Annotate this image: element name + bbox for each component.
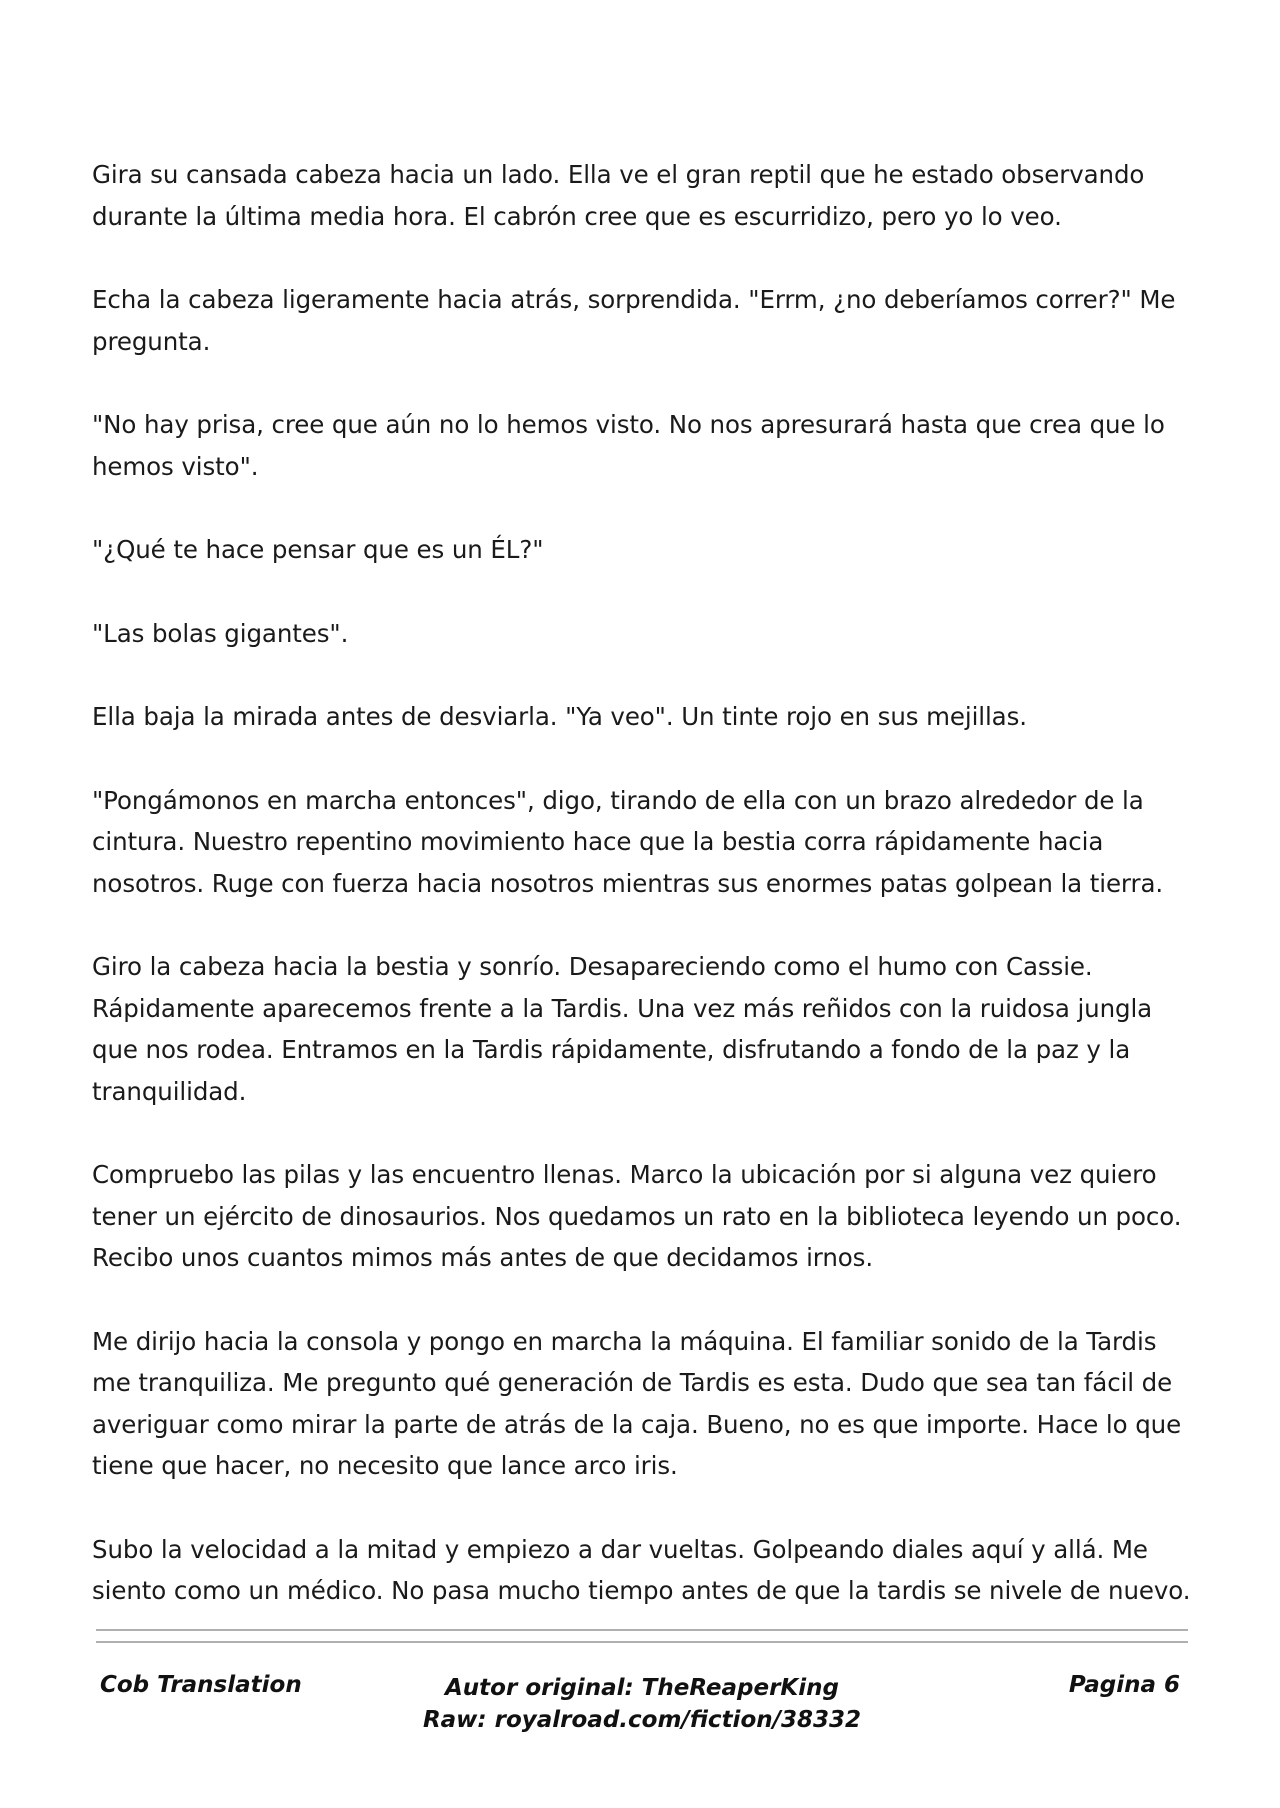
paragraph-9: Compruebo las pilas y las encuentro llenas. Marco la ubicación por si alguna vez quiero tener un ejército de dinosaurios. Nos quedamos un rato en la biblioteca leyendo un poco. Recibo unos cuantos mimos más antes de que decidamos irnos. [92,1160,1182,1272]
footer-divider-bottom [96,1641,1188,1643]
page-footer [96,1672,1188,1762]
paragraph-5: "Las bolas gigantes". [92,618,349,648]
paragraph-8: Giro la cabeza hacia la bestia y sonrío. Desapareciendo como el humo con Cassie. Rápidamente aparecemos frente a la Tardis. Una vez más reñidos con la ruidosa jungla que nos rodea. Entramos en la Tardis rápidamente, disfrutando a fondo de la paz y la tranquilidad. [92,952,1153,1106]
paragraph-6: Ella baja la mirada antes de desviarla. "Ya veo". Un tinte rojo en sus mejillas. [92,702,1027,731]
footer-page-number: Pagina 6 [1068,1672,1180,1698]
footer-translator: Cob Translation [100,1672,302,1698]
paragraph-3: "No hay prisa, cree que aún no lo hemos visto. No nos apresurará hasta que crea que lo hemos visto". [92,410,1165,481]
footer-credits [96,1672,1188,1736]
paragraph-4: "¿Qué te hace pensar que es un ÉL?" [92,535,544,564]
footer-raw-source: Raw: royalroad.com/fiction/38332 [422,1707,862,1733]
paragraph-10: Me dirijo hacia la consola y pongo en marcha la máquina. El familiar sonido de la Tardis me tranquiliza. Me pregunto qué generación de Tardis es esta. Dudo que sea tan fácil de averiguar como mirar la parte de atrás de la caja. Bueno, no es que importe. Hace lo que tiene que hacer, no necesito que lance arco iris. [92,1326,1182,1480]
footer-divider-top [96,1629,1188,1631]
paragraph-1: Gira su cansada cabeza hacia un lado. Ella ve el gran reptil que he estado observando durante la última media hora. El cabrón cree que es escurridizo, pero yo lo veo. [92,160,1145,231]
paragraph-7: "Pongámonos en marcha entonces", digo, tirando de ella con un brazo alrededor de la cintura. Nuestro repentino movimiento hace que la bestia corra rápidamente hacia nosotros. Ruge con fuerza hacia nosotros mientras sus enormes patas golpean la tierra. [92,785,1164,898]
paragraph-2: Echa la cabeza ligeramente hacia atrás, sorprendida. "Errm, ¿no deberíamos correr?" Me pregunta. [92,285,1176,356]
paragraph-11: Subo la velocidad a la mitad y empiezo a dar vueltas. Golpeando diales aquí y allá. Me siento como un médico. No pasa mucho tiempo antes de que la tardis se nivele de nuevo. [92,1534,1191,1605]
footer-original-author: Autor original: TheReaperKing [445,1675,839,1701]
body-text [92,154,1202,1654]
